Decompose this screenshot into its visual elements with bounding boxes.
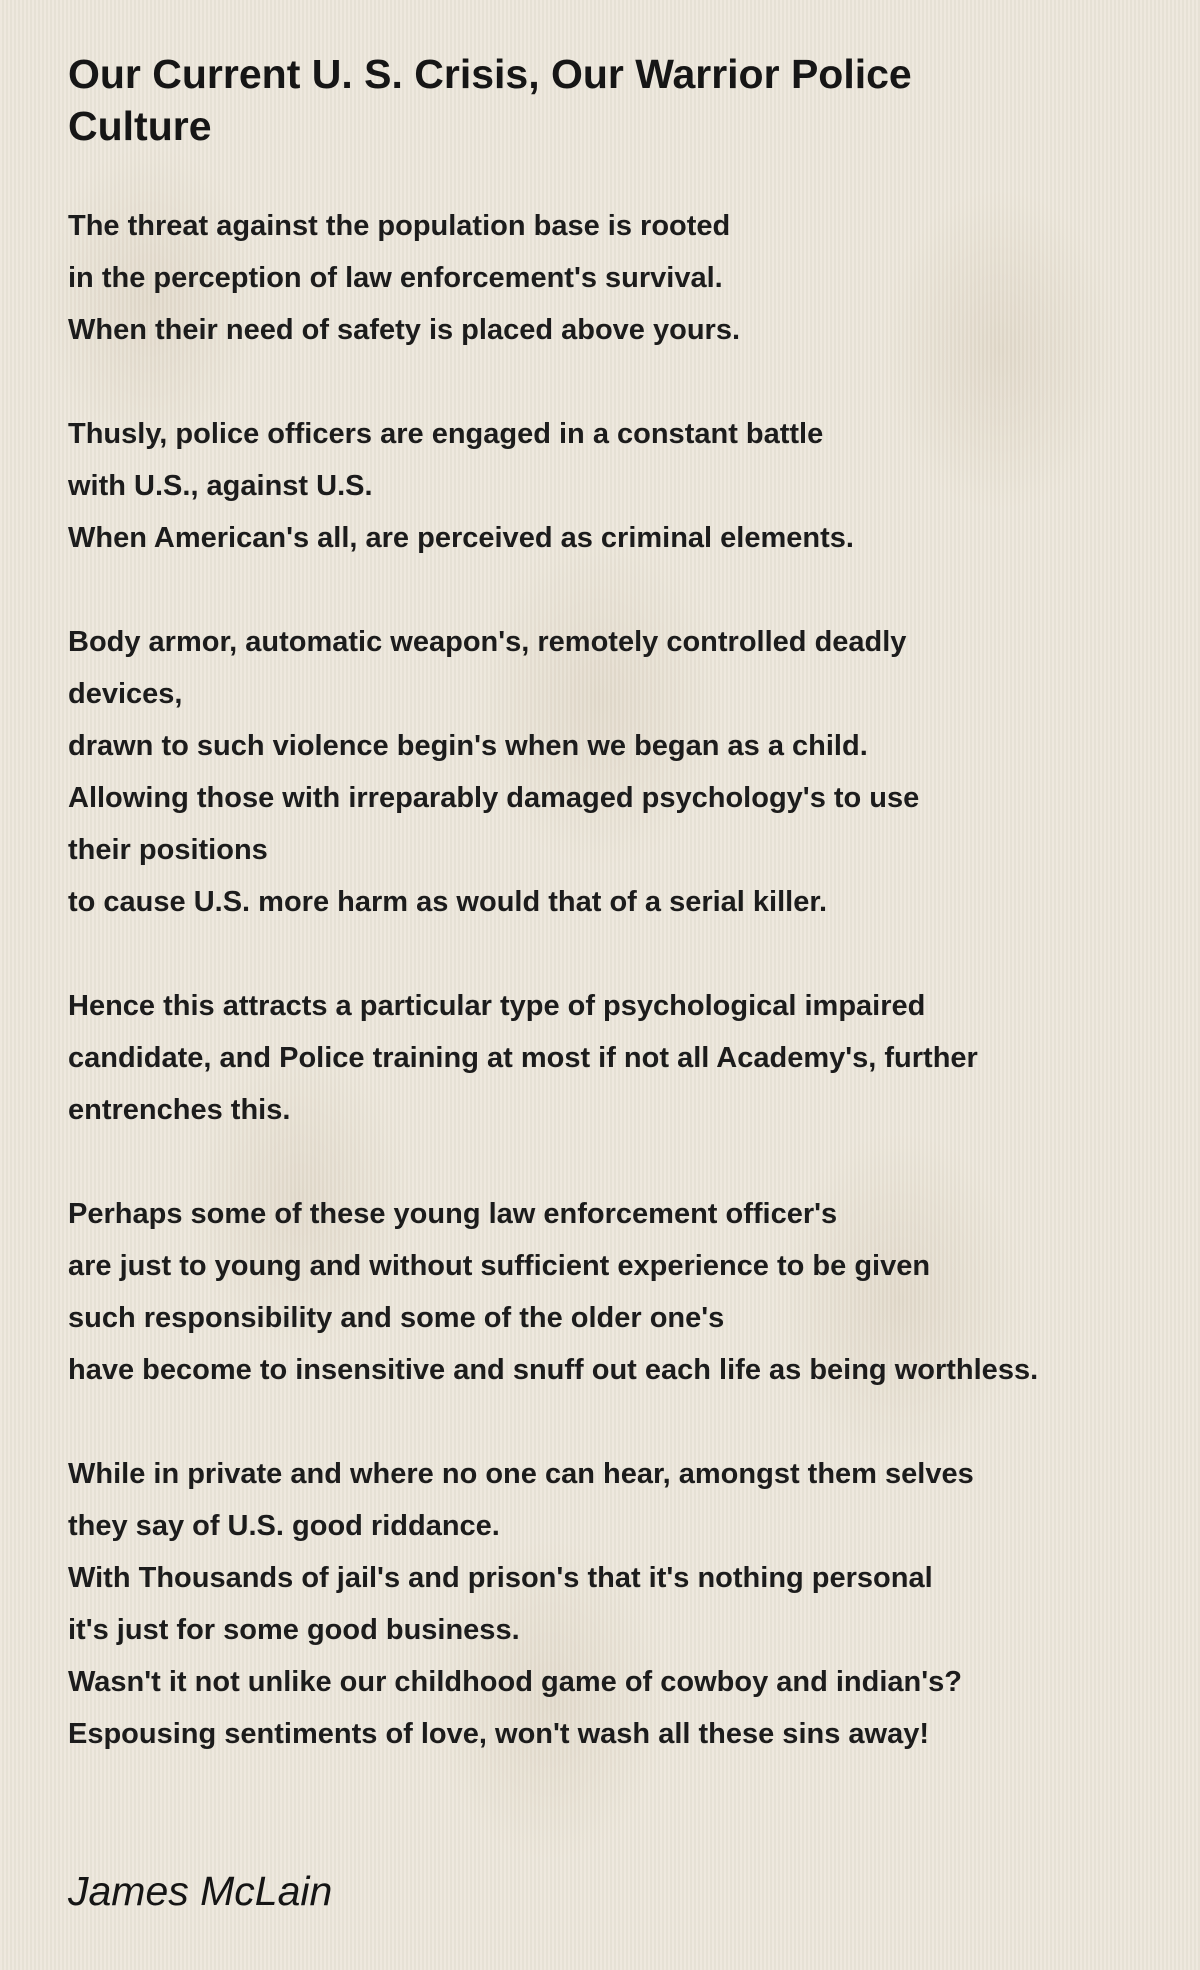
poem-line: with U.S., against U.S. bbox=[68, 470, 373, 502]
poem-line: entrenches this. bbox=[68, 1094, 291, 1126]
poem-line: Body armor, automatic weapon's, remotely controlled deadly bbox=[68, 626, 907, 658]
poem-line: drawn to such violence begin's when we began as a child. bbox=[68, 730, 868, 762]
poem-line: are just to young and without sufficient experience to be given bbox=[68, 1250, 931, 1282]
poem-line: to cause U.S. more harm as would that of a serial killer. bbox=[68, 886, 828, 918]
poem-card bbox=[68, 48, 1178, 1812]
stanza-1 bbox=[68, 200, 1178, 356]
poem-line: Hence this attracts a particular type of psychological impaired bbox=[68, 990, 926, 1022]
poem-line: they say of U.S. good riddance. bbox=[68, 1510, 500, 1542]
poem-line: candidate, and Police training at most if not all Academy's, further bbox=[68, 1042, 978, 1074]
poem-line: Perhaps some of these young law enforcement officer's bbox=[68, 1198, 838, 1230]
poem-line: it's just for some good business. bbox=[68, 1614, 520, 1646]
stanza-3 bbox=[68, 616, 1178, 928]
poem-line: devices, bbox=[68, 678, 183, 710]
poem-author: James McLain bbox=[68, 1868, 333, 1914]
stanza-5 bbox=[68, 1188, 1178, 1396]
poem-line: The threat against the population base is rooted bbox=[68, 210, 731, 242]
poem-line: Allowing those with irreparably damaged psychology's to use bbox=[68, 782, 920, 814]
poem-line: in the perception of law enforcement's survival. bbox=[68, 262, 723, 294]
stanza-2 bbox=[68, 408, 1178, 564]
poem-title: Our Current U. S. Crisis, Our Warrior Police Culture bbox=[68, 51, 912, 149]
stanza-6 bbox=[68, 1448, 1178, 1760]
poem-line: Wasn't it not unlike our childhood game of cowboy and indian's? bbox=[68, 1666, 963, 1698]
poem-line: Thusly, police officers are engaged in a constant battle bbox=[68, 418, 824, 450]
poem-line: When American's all, are perceived as criminal elements. bbox=[68, 522, 854, 554]
poem-line: have become to insensitive and snuff out each life as being worthless. bbox=[68, 1354, 1039, 1386]
poem-line: their positions bbox=[68, 834, 268, 866]
poem-line: When their need of safety is placed above yours. bbox=[68, 314, 741, 346]
stanza-4 bbox=[68, 980, 1178, 1136]
poem-line: With Thousands of jail's and prison's that it's nothing personal bbox=[68, 1562, 933, 1594]
poem-line: While in private and where no one can hear, amongst them selves bbox=[68, 1458, 974, 1490]
poem-body bbox=[68, 200, 1178, 1760]
poem-line: Espousing sentiments of love, won't wash all these sins away! bbox=[68, 1718, 929, 1750]
poem-line: such responsibility and some of the older one's bbox=[68, 1302, 725, 1334]
